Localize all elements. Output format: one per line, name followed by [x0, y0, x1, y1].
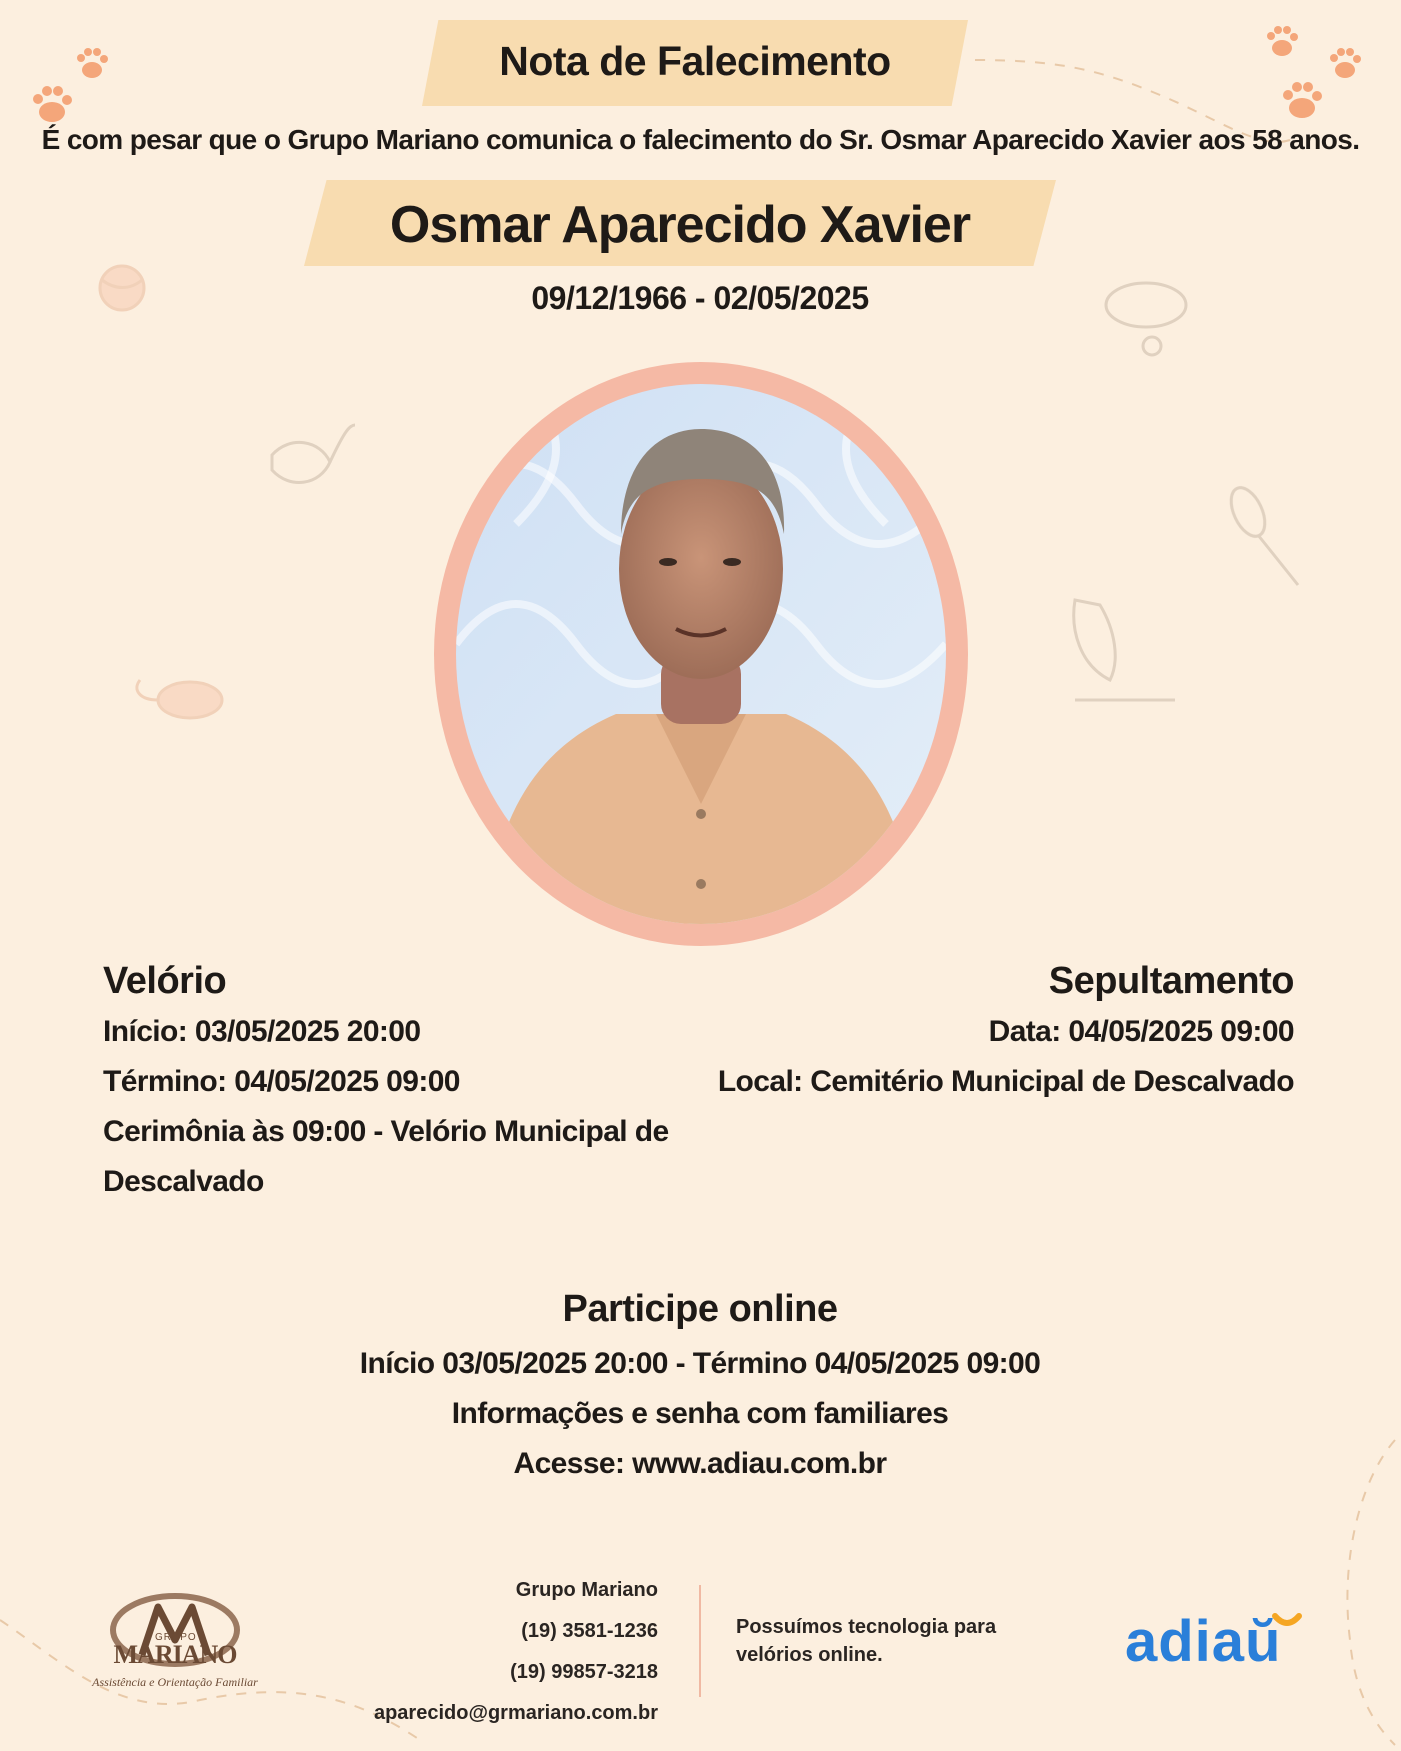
contact-block	[360, 1570, 658, 1734]
sepultamento-section	[700, 960, 1294, 1107]
sepultamento-date: Data: 04/05/2025 09:00	[988, 1015, 1294, 1048]
bird-icon	[1074, 600, 1175, 700]
notice-title: Nota de Falecimento	[499, 38, 891, 84]
ball-icon	[100, 266, 144, 310]
logo-grupo: GRUPO	[155, 1632, 197, 1643]
life-dates: 09/12/1966 - 02/05/2025	[531, 280, 869, 316]
velorio-heading: Velório	[103, 960, 227, 1002]
contact-email[interactable]: aparecido@grmariano.com.br	[373, 1702, 658, 1724]
fish-icon	[272, 425, 355, 482]
logo-tagline: Assistência e Orientação Familiar	[92, 1675, 258, 1689]
online-period: Início 03/05/2025 20:00 - Término 04/05/2025 09:00	[359, 1347, 1041, 1380]
contact-phone-1[interactable]: (19) 3581-1236	[521, 1620, 658, 1642]
logo-name: MARIANO	[113, 1640, 237, 1669]
tech-text: Possuímos tecnologia para velórios online.	[736, 1616, 997, 1666]
online-link[interactable]: Acesse: www.adiau.com.br	[513, 1447, 887, 1480]
sepultamento-location: Local: Cemitério Municipal de Descalvado	[717, 1065, 1294, 1098]
contact-phone-2[interactable]: (19) 99857-3218	[510, 1661, 658, 1683]
deceased-name: Osmar Aparecido Xavier	[389, 196, 971, 254]
footer-divider	[699, 1585, 701, 1697]
adiau-wordmark: adiaŭ	[1125, 1609, 1282, 1674]
mouse-icon	[137, 680, 222, 718]
online-section	[300, 1288, 1100, 1489]
online-info: Informações e senha com familiares	[451, 1397, 949, 1430]
velorio-end: Término: 04/05/2025 09:00	[103, 1065, 460, 1098]
velorio-ceremony: Cerimônia às 09:00 - Velório Municipal de	[103, 1115, 669, 1148]
portrait-photo	[456, 384, 946, 924]
intro-text: É com pesar que o Grupo Mariano comunica o falecimento do Sr. Osmar Aparecido Xavier aos 58 anos.	[41, 124, 1360, 155]
brush-icon	[1224, 483, 1298, 585]
mariano-logo	[80, 1585, 270, 1695]
adiau-logo	[1125, 1608, 1325, 1678]
collar-icon	[1106, 283, 1186, 355]
online-heading: Participe online	[562, 1288, 838, 1330]
velorio-location: Descalvado	[103, 1165, 264, 1198]
sepultamento-heading: Sepultamento	[1048, 960, 1294, 1002]
contact-company: Grupo Mariano	[515, 1579, 658, 1601]
velorio-start: Início: 03/05/2025 20:00	[103, 1015, 421, 1048]
velorio-section	[103, 960, 703, 1207]
